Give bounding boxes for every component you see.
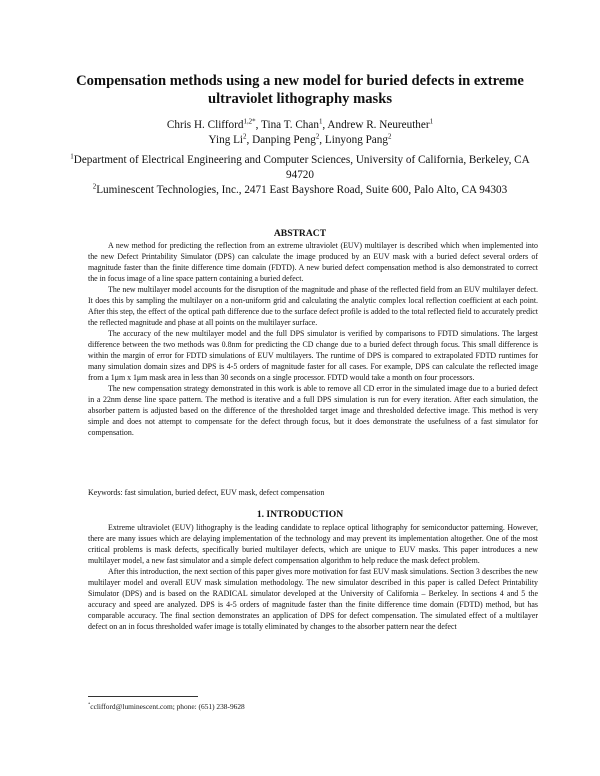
abstract-heading: ABSTRACT bbox=[273, 228, 327, 239]
author-affil-mark: 2 bbox=[387, 132, 392, 141]
affiliation bbox=[70, 183, 530, 198]
author-name: Linyong Pang bbox=[324, 134, 388, 146]
affiliations bbox=[70, 153, 530, 198]
author-name: Chris H. Clifford bbox=[166, 119, 244, 131]
affiliation-mark: 1 bbox=[70, 152, 74, 161]
author-name: Danping Peng bbox=[252, 134, 316, 146]
author-affil-mark: 2 bbox=[243, 132, 247, 141]
affiliation bbox=[70, 153, 530, 183]
body-paragraph: Extreme ultraviolet (EUV) lithography is the leading candidate to replace optical lithography for semiconductor patterning. However, there are many issues which are delaying implementation of the technology and may prevent its implementation altogether. One of the most critical problems is mask defects, specifically buried multilayer defects, which are unique to EUV masks. This paper introduces a new multilayer model, a new fast simulator and a simple defect compensation algorithm to help reduce the mask defect problem. bbox=[88, 523, 538, 565]
footnote-mark: * bbox=[88, 701, 91, 707]
author-name: Andrew R. Neureuther bbox=[327, 119, 430, 131]
affiliation-text: Luminescent Technologies, Inc., 2471 East Bayshore Road, Suite 600, Palo Alto, CA 94303 bbox=[96, 184, 508, 196]
affiliation-text: Department of Electrical Engineering and Computer Sciences, University of California, Berkeley, CA 94720 bbox=[73, 154, 530, 181]
author-affil-mark: 1 bbox=[429, 117, 434, 126]
abstract-paragraph: The new compensation strategy demonstrated in this work is able to remove all CD error in the simulated image due to a buried defect in a 22nm dense line space pattern. The method is iterative and a full DPS simulation is run for every iteration. After each simulation, the absorber pattern is adjusted based on the difference of the thresholded target image and thresholded defective image. This method is very simple and does not attempt to compensate for the defect through focus, but it does demonstrate the usefulness of a fast simulator for compensation. bbox=[88, 384, 538, 437]
author-affil-mark: 1,2* bbox=[243, 117, 256, 126]
author-line-1: Chris H. Clifford$^{1,2*}$, Tina T. Chan$^1$, Andrew R. Neureuther$^1$ bbox=[166, 117, 434, 131]
author-affil-mark: 2 bbox=[315, 132, 320, 141]
author-line-2: Ying Li$^2$, Danping Peng$^2$, Linyong Pang$^2$ bbox=[208, 132, 392, 146]
author-affil-mark: 1 bbox=[318, 117, 323, 126]
author-name: Ying Li bbox=[208, 134, 244, 146]
keywords: Keywords: fast simulation, buried defect, EUV mask, defect compensation bbox=[88, 488, 325, 497]
introduction-body bbox=[88, 522, 538, 632]
abstract-paragraph: A new method for predicting the reflection from an extreme ultraviolet (EUV) multilayer is described which when implemented into the new Defect Printability Simulator (DPS) can calculate the image produced by an EUV mask with a buried defect several orders of magnitude faster than the finite difference time domain (FDTD). A new buried defect compensation method is also demonstrated to correct the in focus image of a line space pattern containing a buried defect. bbox=[88, 241, 538, 283]
paper-title: Compensation methods using a new model for buried defects in extreme ultraviolet lithography masks bbox=[76, 73, 524, 107]
footnote-text: cclifford@luminescent.com; phone: (651) 238-9628 bbox=[90, 702, 245, 711]
affiliation-mark: 2 bbox=[92, 182, 97, 191]
abstract-paragraph: The accuracy of the new multilayer model and the full DPS simulator is verified by comparisons to FDTD simulations. The largest difference between the two methods was 0.8nm for predicting the CD change due to a buried defect through focus. This small difference is within the margin of error for FDTD simulations of EUV multilayers. The runtime of DPS is compared to extrapolated FDTD runtimes for many simulation domain sizes and DPS is 4-5 orders of magnitude faster for all cases. For example, DPS can calculate the reflected image from a 1μm x 1μm mask area in less than 30 seconds on a single processor. FDTD would take a month on four processors. bbox=[88, 329, 538, 382]
author-name: Tina T. Chan bbox=[261, 119, 319, 131]
footnote bbox=[88, 702, 245, 712]
abstract-paragraph: The new multilayer model accounts for the disruption of the magnitude and phase of the reflected field from an EUV multilayer defect. It does this by sampling the multilayer on a non-uniform grid and calculating the analytic complex local reflection coefficient at each point. After this step, the effect of the optical path difference due to the surface defect profile is added to the total reflected field to accurately predict the reflected magnitude and phase at all points on the multilayer surface. bbox=[88, 285, 538, 327]
abstract-body bbox=[88, 240, 538, 438]
footnote-rule bbox=[88, 696, 198, 697]
body-paragraph: After this introduction, the next section of this paper gives more motivation for fast EUV mask simulations. Section 3 describes the new multilayer model and overall EUV mask simulation methodology. The new simulator described in this paper is called Defect Printability Simulator (DPS) and is based on the RADICAL simulator developed at the University of California – Berkeley. In sections 4 and 5 the accuracy and speed are analyzed. DPS is 4-5 orders of magnitude faster than the finite difference time domain (FDTD) method, but has comparable accuracy. The final section demonstrates an application of DPS for defect compensation. The simulated effect of a multilayer defect on an in focus thresholded wafer image is totally eliminated by changes to the absorber pattern near the defect bbox=[88, 567, 538, 631]
section-heading-introduction: 1. INTRODUCTION bbox=[256, 509, 344, 520]
author-block bbox=[60, 118, 540, 148]
